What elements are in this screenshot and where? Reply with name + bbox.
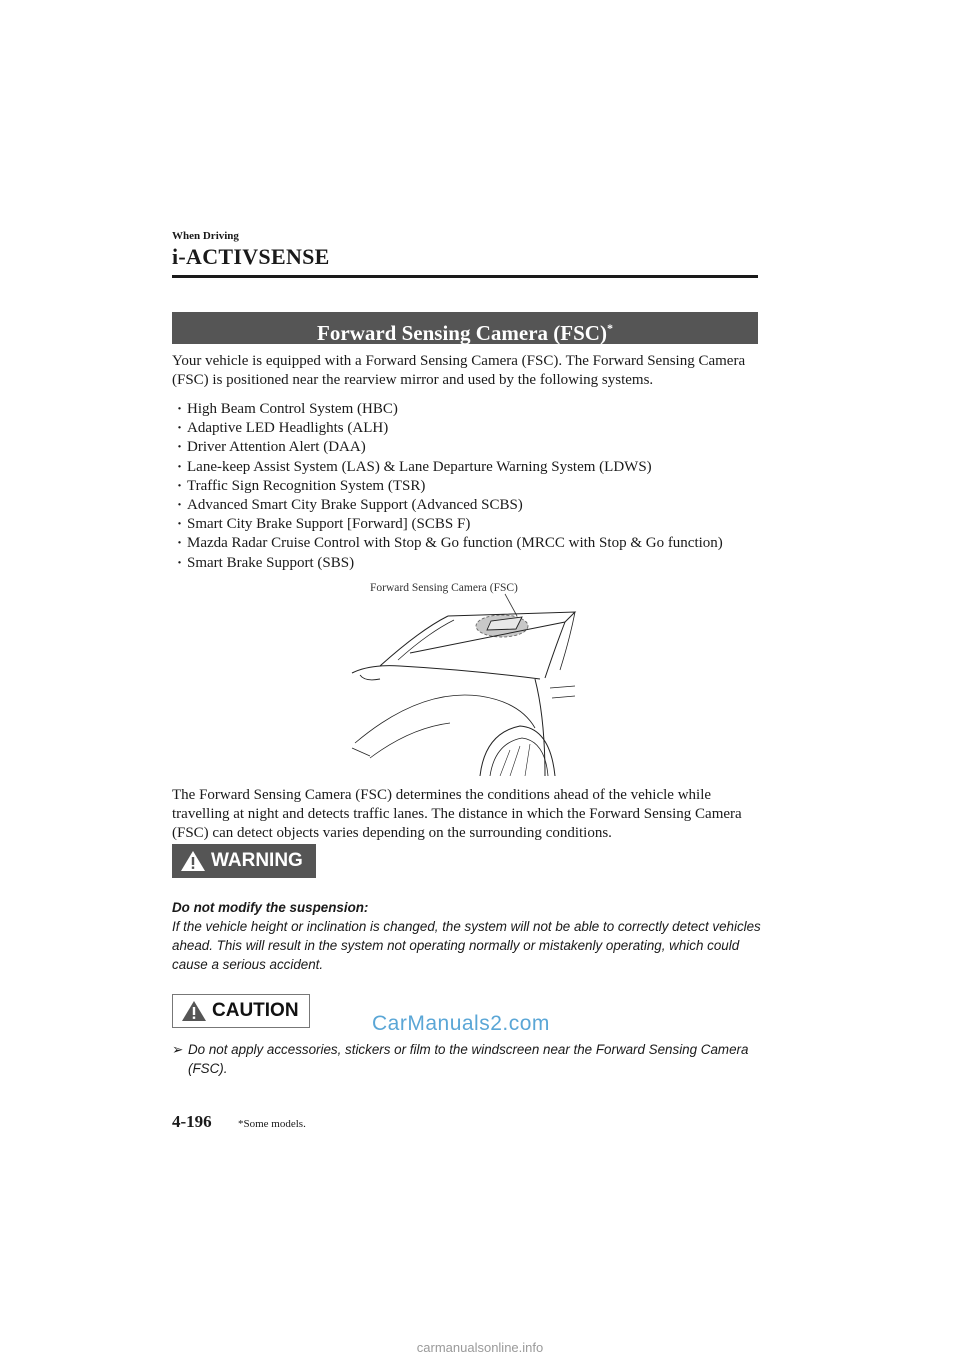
tyre-outline xyxy=(490,738,548,776)
car-windscreen-illustration xyxy=(350,578,590,776)
list-item: · Lane-keep Assist System (LAS) & Lane Departure Warning System (LDWS) xyxy=(172,458,772,477)
list-item: · Adaptive LED Headlights (ALH) xyxy=(172,419,772,438)
list-item: · Advanced Smart City Brake Support (Advanced SCBS) xyxy=(172,496,772,515)
bumper-line xyxy=(352,748,370,756)
caution-label: CAUTION xyxy=(212,1000,299,1021)
wheel-spokes xyxy=(500,744,530,776)
site-footer-watermark: carmanualsonline.info xyxy=(416,1340,544,1355)
list-item: · Smart Brake Support (SBS) xyxy=(172,554,772,573)
warning-label: WARNING xyxy=(211,850,303,871)
caution-badge xyxy=(172,994,310,1028)
rear-pillar xyxy=(545,622,565,678)
callout-leader-line xyxy=(505,594,517,616)
section-title-bar xyxy=(172,312,758,344)
caution-text: Do not apply accessories, stickers or film to the windscreen near the Forward Sensing Camera (FSC). xyxy=(188,1042,749,1076)
fender-line xyxy=(370,723,450,758)
door-frame xyxy=(560,612,575,670)
caution-triangle-icon xyxy=(181,1000,207,1022)
warning-triangle-icon xyxy=(180,850,206,872)
arrow-bullet-icon: ➢ xyxy=(172,1042,184,1057)
list-item: · Mazda Radar Cruise Control with Stop & Go function (MRCC with Stop & Go function) xyxy=(172,534,772,553)
system-list xyxy=(172,400,772,573)
a-pillar xyxy=(380,616,448,666)
hood-edge xyxy=(352,666,540,679)
chapter-title: i-ACTIVSENSE xyxy=(172,244,330,269)
footnote: *Some models. xyxy=(238,1118,306,1130)
description-paragraph: The Forward Sensing Camera (FSC) determines the conditions ahead of the vehicle while travelling at night and detects traffic lanes. The distance in which the Forward Sensing Camera (FSC) can detect objects varies depending on the surrounding conditions. xyxy=(172,787,742,841)
camera-location-figure xyxy=(350,578,590,781)
warning-badge xyxy=(172,844,316,878)
warning-text: If the vehicle height or inclination is changed, the system will not be able to correctly detect vehicles ahead. This will result in the system not operating normally or mistakenly operating, which could cause a serious accident. xyxy=(172,919,761,972)
page-number: 4-196 xyxy=(172,1112,212,1131)
door-edge xyxy=(535,679,545,776)
intro-paragraph: Your vehicle is equipped with a Forward Sensing Camera (FSC). The Forward Sensing Camera (FSC) is positioned near the rearview mirror and used by the following systems. xyxy=(172,353,746,388)
some-models-mark: * xyxy=(606,321,613,335)
warning-heading: Do not modify the suspension: xyxy=(172,900,369,915)
windscreen-edge xyxy=(398,620,454,660)
figure-callout-label: Forward Sensing Camera (FSC) xyxy=(370,582,518,594)
side-mirror xyxy=(360,675,380,680)
caution-item xyxy=(172,1040,762,1078)
door-handle-lines xyxy=(550,686,575,698)
list-item: · Driver Attention Alert (DAA) xyxy=(172,438,772,457)
list-item: · High Beam Control System (HBC) xyxy=(172,400,772,419)
header-divider xyxy=(172,275,758,278)
list-item: · Smart City Brake Support [Forward] (SCBS F) xyxy=(172,515,772,534)
body-crease xyxy=(355,695,535,743)
section-label: When Driving xyxy=(172,230,239,242)
watermark: CarManuals2.com xyxy=(372,1012,550,1035)
list-item: · Traffic Sign Recognition System (TSR) xyxy=(172,477,772,496)
section-title: Forward Sensing Camera (FSC) xyxy=(317,321,607,345)
